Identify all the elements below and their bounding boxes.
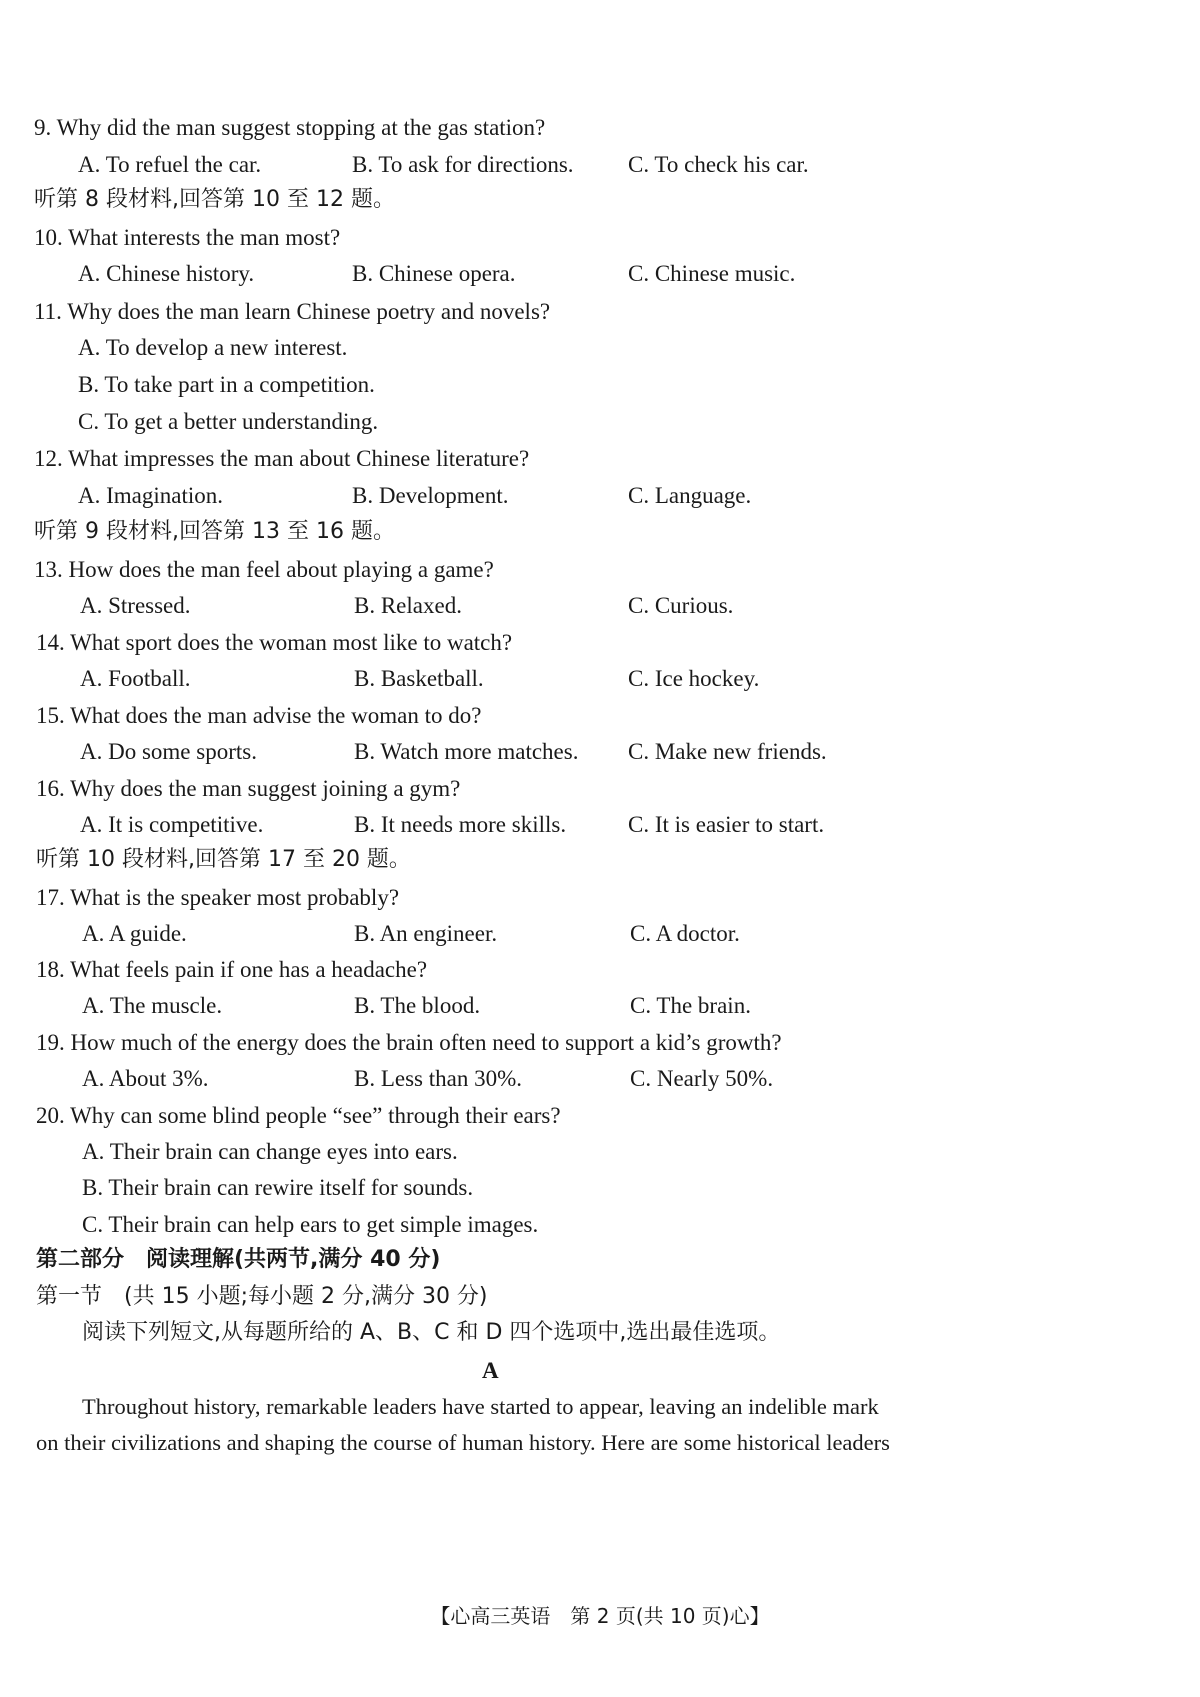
question-text: What sport does the woman most like to watch? bbox=[70, 630, 513, 655]
question-number: 14. bbox=[36, 630, 65, 655]
page-footer: 【心高三英语 第 2 页(共 10 页)心】 bbox=[430, 1604, 770, 1628]
question-text: Why did the man suggest stopping at the gas station? bbox=[56, 115, 546, 140]
section-10-header: 听第 10 段材料,回答第 17 至 20 题。 bbox=[36, 847, 411, 872]
question-text: Why does the man learn Chinese poetry and novels? bbox=[67, 299, 551, 324]
question-text: What impresses the man about Chinese literature? bbox=[68, 446, 530, 471]
question-20 bbox=[36, 1104, 561, 1127]
question-14 bbox=[36, 631, 512, 654]
option-b: B. Relaxed. bbox=[354, 593, 462, 618]
option-b: B. To ask for directions. bbox=[352, 152, 574, 177]
option-b: B. Development. bbox=[352, 483, 509, 508]
option-b: B. To take part in a competition. bbox=[78, 372, 375, 397]
option-b: B. An engineer. bbox=[354, 921, 498, 946]
question-text: Why can some blind people “see” through their ears? bbox=[70, 1103, 561, 1128]
option-c: C. The brain. bbox=[630, 993, 751, 1018]
question-12 bbox=[34, 447, 529, 470]
question-9 bbox=[34, 116, 545, 139]
question-19 bbox=[36, 1031, 782, 1054]
option-b: B. It needs more skills. bbox=[354, 812, 567, 837]
option-b: B. The blood. bbox=[354, 993, 481, 1018]
option-a: A. Imagination. bbox=[78, 483, 223, 508]
option-c: C. Make new friends. bbox=[628, 739, 827, 764]
question-number: 19. bbox=[36, 1030, 65, 1055]
question-text: What interests the man most? bbox=[68, 225, 341, 250]
option-a: A. Do some sports. bbox=[80, 739, 257, 764]
question-16 bbox=[36, 777, 460, 800]
option-a: A. A guide. bbox=[82, 921, 187, 946]
section-9-header: 听第 9 段材料,回答第 13 至 16 题。 bbox=[34, 519, 395, 544]
option-b: B. Less than 30%. bbox=[354, 1066, 523, 1091]
question-number: 11. bbox=[34, 299, 62, 324]
option-c: C. Curious. bbox=[628, 593, 734, 618]
question-18 bbox=[36, 958, 427, 981]
option-a: A. It is competitive. bbox=[80, 812, 264, 837]
option-c: C. It is easier to start. bbox=[628, 812, 825, 837]
option-c: C. Language. bbox=[628, 483, 752, 508]
option-c: C. Chinese music. bbox=[628, 261, 796, 286]
option-a: A. Football. bbox=[80, 666, 191, 691]
question-number: 17. bbox=[36, 885, 65, 910]
option-c: C. To get a better understanding. bbox=[78, 409, 379, 434]
question-number: 10. bbox=[34, 225, 63, 250]
question-text: What feels pain if one has a headache? bbox=[70, 957, 428, 982]
question-number: 12. bbox=[34, 446, 63, 471]
option-c: C. Their brain can help ears to get simple images. bbox=[82, 1212, 539, 1237]
option-a: A. Their brain can change eyes into ears. bbox=[82, 1139, 458, 1164]
passage-line-1: Throughout history, remarkable leaders have started to appear, leaving an indelible mark bbox=[82, 1394, 879, 1419]
option-a: A. About 3%. bbox=[82, 1066, 209, 1091]
section-1-title: 第一节 (共 15 小题;每小题 2 分,满分 30 分) bbox=[36, 1284, 488, 1309]
question-text: How much of the energy does the brain often need to support a kid’s growth? bbox=[70, 1030, 782, 1055]
part-2-title: 第二部分 阅读理解(共两节,满分 40 分) bbox=[36, 1247, 441, 1272]
option-a: A. To develop a new interest. bbox=[78, 335, 348, 360]
question-text: Why does the man suggest joining a gym? bbox=[70, 776, 461, 801]
question-number: 9. bbox=[34, 115, 52, 140]
question-15 bbox=[36, 704, 481, 727]
option-b: B. Basketball. bbox=[354, 666, 484, 691]
question-10 bbox=[34, 226, 340, 249]
passage-label: A bbox=[482, 1358, 499, 1383]
option-b: B. Watch more matches. bbox=[354, 739, 579, 764]
option-c: C. A doctor. bbox=[630, 921, 740, 946]
question-number: 15. bbox=[36, 703, 65, 728]
option-a: A. Chinese history. bbox=[78, 261, 255, 286]
reading-instruction: 阅读下列短文,从每题所给的 A、B、C 和 D 四个选项中,选出最佳选项。 bbox=[82, 1320, 781, 1345]
option-c: C. Ice hockey. bbox=[628, 666, 760, 691]
section-8-header: 听第 8 段材料,回答第 10 至 12 题。 bbox=[34, 187, 395, 212]
option-c: C. To check his car. bbox=[628, 152, 809, 177]
option-a: A. To refuel the car. bbox=[78, 152, 262, 177]
question-text: What is the speaker most probably? bbox=[70, 885, 400, 910]
question-13 bbox=[34, 558, 494, 581]
question-number: 13. bbox=[34, 557, 63, 582]
option-a: A. Stressed. bbox=[80, 593, 191, 618]
option-a: A. The muscle. bbox=[82, 993, 223, 1018]
question-text: What does the man advise the woman to do? bbox=[70, 703, 482, 728]
question-text: How does the man feel about playing a game? bbox=[68, 557, 494, 582]
passage-line-2: on their civilizations and shaping the course of human history. Here are some historical leaders bbox=[36, 1430, 890, 1455]
question-number: 20. bbox=[36, 1103, 65, 1128]
question-number: 18. bbox=[36, 957, 65, 982]
option-b: B. Chinese opera. bbox=[352, 261, 516, 286]
question-number: 16. bbox=[36, 776, 65, 801]
question-17 bbox=[36, 886, 399, 909]
option-c: C. Nearly 50%. bbox=[630, 1066, 774, 1091]
question-11 bbox=[34, 300, 550, 323]
option-b: B. Their brain can rewire itself for sounds. bbox=[82, 1175, 474, 1200]
